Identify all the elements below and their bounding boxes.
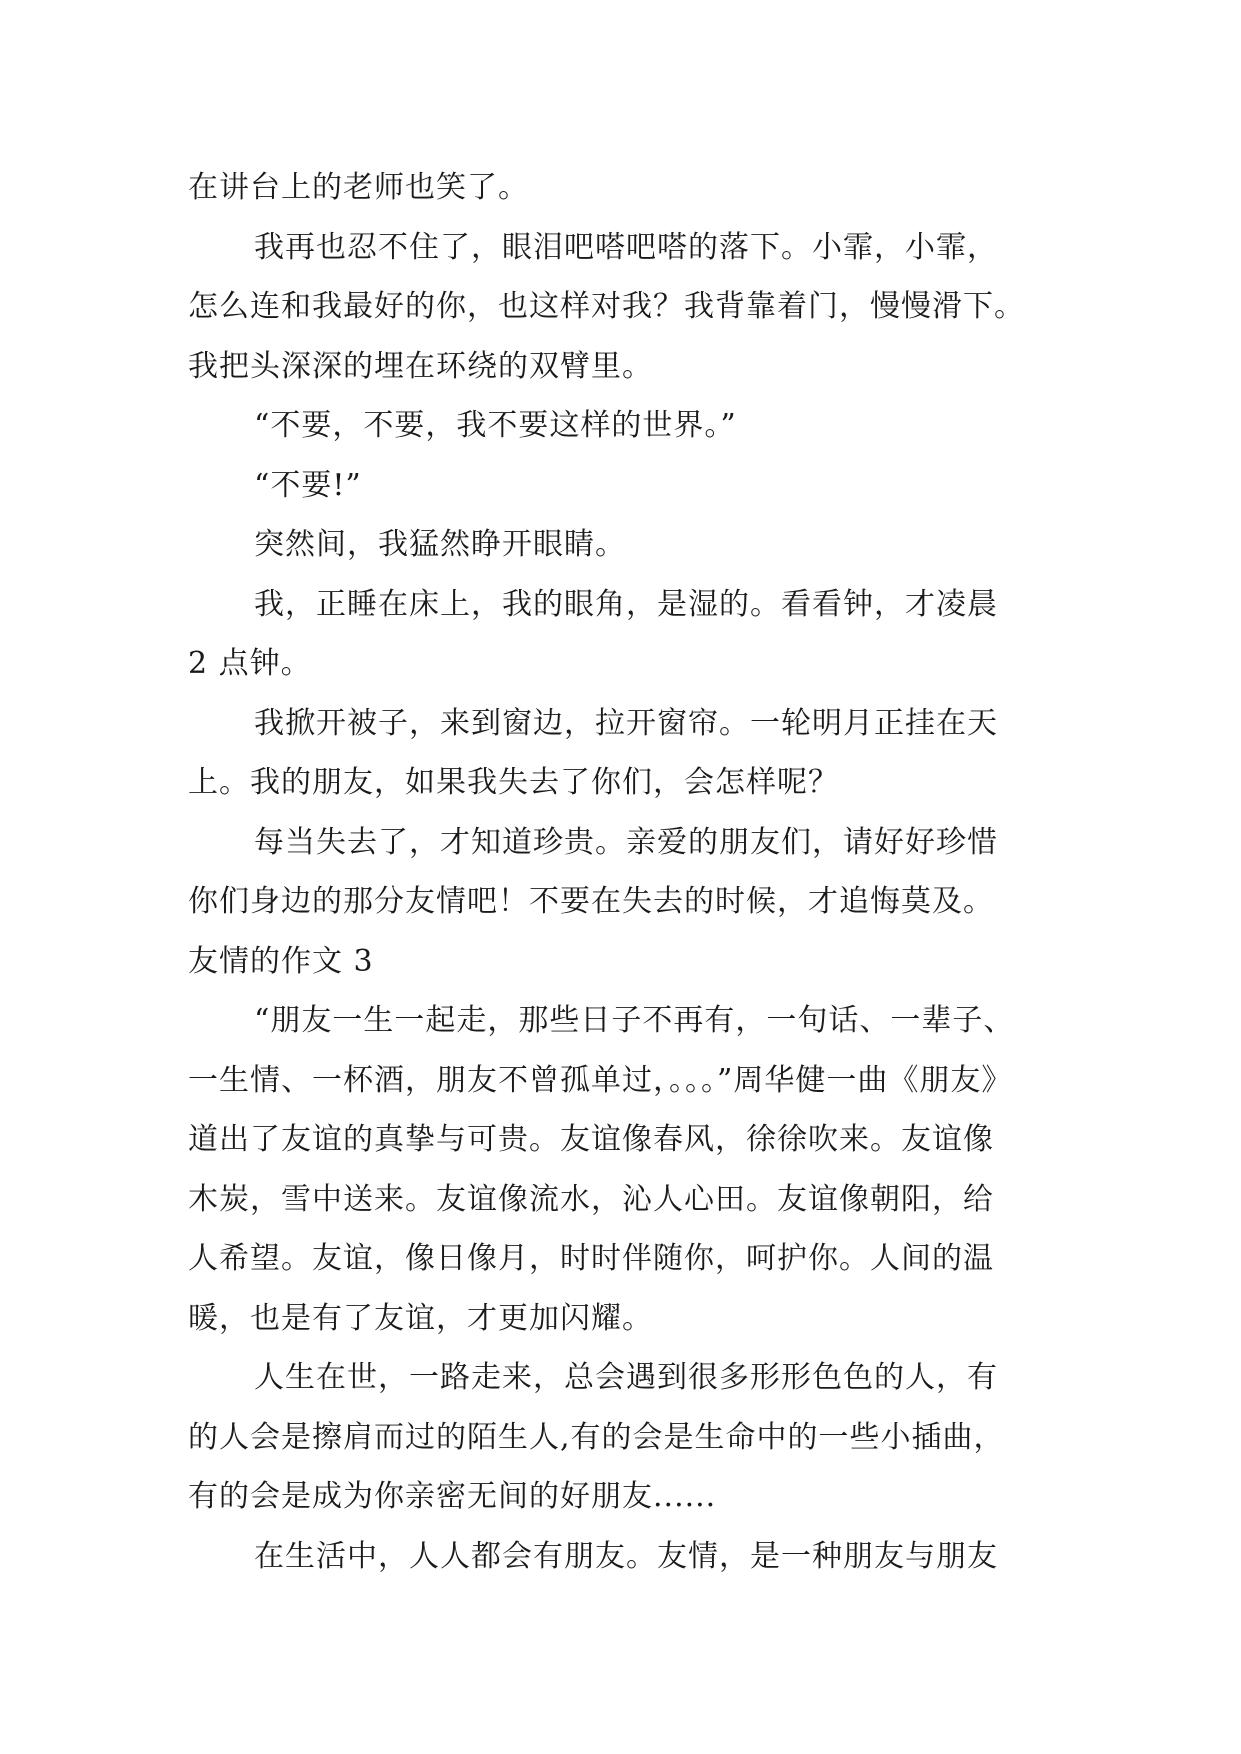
text-line: 我，正睡在床上，我的眼角，是湿的。看看钟，才凌晨 <box>254 586 998 622</box>
text-line: 上。我的朋友，如果我失去了你们，会怎样呢？ <box>188 765 839 800</box>
text-line: “不要!” <box>254 467 362 503</box>
text-line: 木炭，雪中送来。友谊像流水，沁人心田。友谊像朝阳，给 <box>188 1181 994 1217</box>
text-line: 暖，也是有了友谊，才更加闪耀。 <box>188 1300 653 1336</box>
text-line: 我再也忍不住了，眼泪吧嗒吧嗒的落下。小霏，小霏， <box>254 229 998 265</box>
text-line: 友情的作文 3 <box>188 943 374 979</box>
text-line: 在讲台上的老师也笑了。 <box>188 170 529 205</box>
text-line: 我把头深深的埋在环绕的双臂里。 <box>188 348 653 384</box>
text-line: 怎么连和我最好的你，也这样对我？我背靠着门，慢慢滑下。 <box>188 289 1025 324</box>
text-line: 人生在世，一路走来，总会遇到很多形形色色的人，有 <box>254 1360 998 1395</box>
text-line: “不要，不要，我不要这样的世界。” <box>254 408 737 443</box>
text-line: 你们身边的那分友情吧！不要在失去的时候，才追悔莫及。 <box>188 884 994 919</box>
text-line: 道出了友谊的真挚与可贵。友谊像春风，徐徐吹来。友谊像 <box>188 1122 994 1157</box>
text-line: 人希望。友谊，像日像月，时时伴随你，呵护你。人间的温 <box>188 1241 994 1276</box>
text-line: 的人会是擦肩而过的陌生人,有的会是生命中的一些小插曲， <box>188 1419 1005 1455</box>
body-text <box>188 158 1068 1586</box>
text-line: 2 点钟。 <box>188 646 312 681</box>
text-line: “朋友一生一起走，那些日子不再有，一句话、一辈子、 <box>254 1003 1015 1038</box>
text-line: 突然间，我猛然睁开眼睛。 <box>254 527 626 562</box>
text-line: 一生情、一杯酒，朋友不曾孤单过，。。。”周华健一曲《朋友》 <box>188 1062 1013 1098</box>
text-line: 每当失去了，才知道珍贵。亲爱的朋友们，请好好珍惜 <box>254 824 998 860</box>
text-line: 在生活中，人人都会有朋友。友情，是一种朋友与朋友 <box>254 1538 998 1574</box>
text-line: 我掀开被子，来到窗边，拉开窗帘。一轮明月正挂在天 <box>254 705 998 741</box>
text-line: 有的会是成为你亲密无间的好朋友...... <box>188 1479 717 1514</box>
